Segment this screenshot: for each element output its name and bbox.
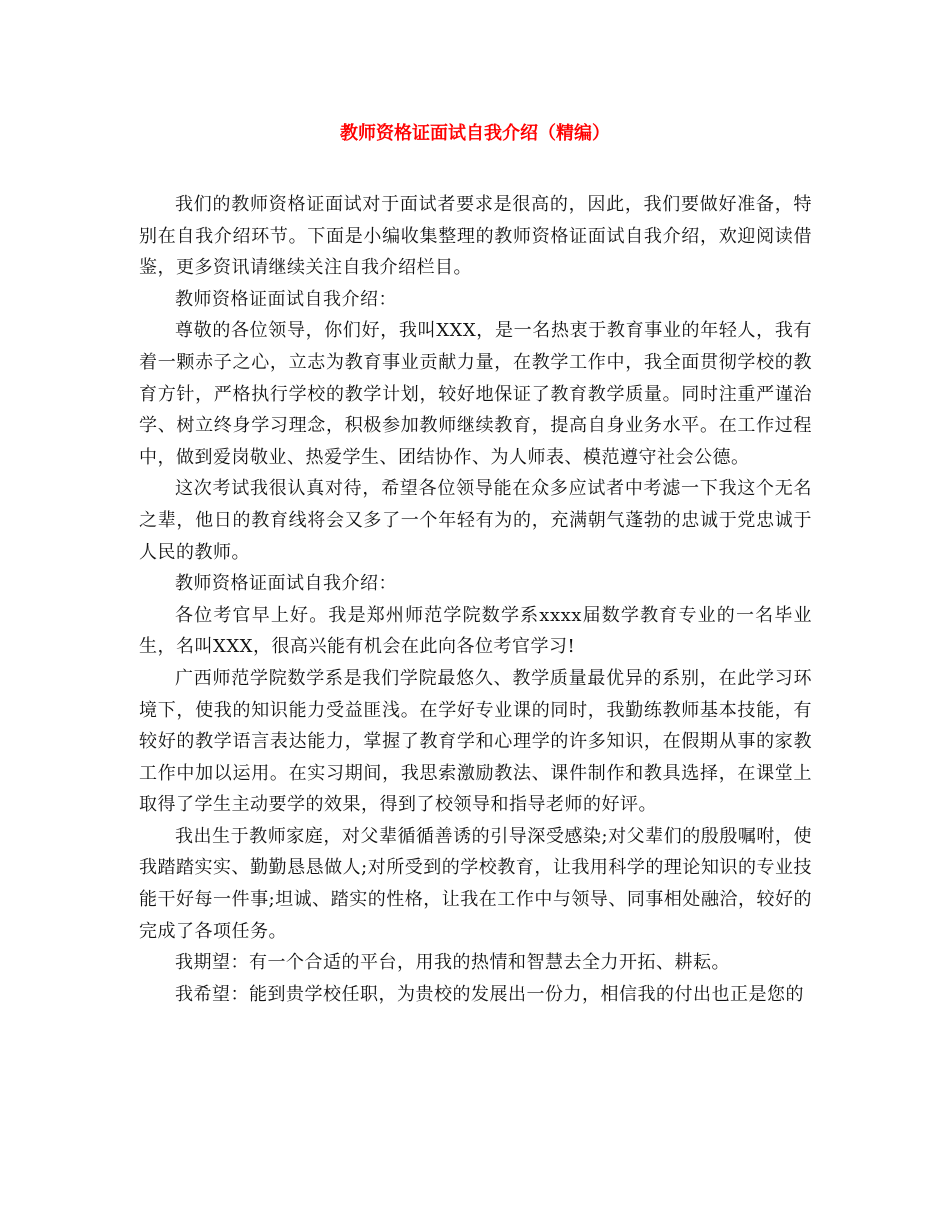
paragraph-3: 各位考官早上好。我是郑州师范学院数学系xxxx届数学教育专业的一名毕业生，名叫XXX，很高兴能有机会在此向各位考官学习! <box>139 604 812 658</box>
document-title: 教师资格证面试自我介绍（精编） <box>340 123 610 144</box>
document-body <box>139 189 812 1010</box>
paragraph-heading-2: 教师资格证面试自我介绍： <box>175 573 397 595</box>
paragraph-intro: 我们的教师资格证面试对于面试者要求是很高的，因此，我们要做好准备，特别在自我介绍环节。下面是小编收集整理的教师资格证面试自我介绍，欢迎阅读借鉴，更多资讯请继续关注自我介绍栏目。 <box>139 194 812 279</box>
paragraph-7: 我希望：能到贵学校任职，为贵校的发展出一份力，相信我的付出也正是您的 <box>175 983 804 1005</box>
paragraph-5: 我出生于教师家庭，对父辈循循善诱的引导深受感染;对父辈们的殷殷嘱咐，使我踏踏实实、勤勤恳恳做人;对所受到的学校教育，让我用科学的理论知识的专业技能干好每一件事;坦诚、踏实的性格，让我在工作中与领导、同事相处融洽，较好的完成了各项任务。 <box>139 825 812 942</box>
paragraph-heading-1: 教师资格证面试自我介绍： <box>175 288 397 310</box>
paragraph-4: 广西师范学院数学系是我们学院最悠久、教学质量最优异的系别，在此学习环境下，使我的知识能力受益匪浅。在学好专业课的同时，我勤练教师基本技能，有较好的教学语言表达能力，掌握了教育学和心理学的许多知识，在假期从事的家教工作中加以运用。在实习期间，我思索激励教法、课件制作和教具选择，在课堂上取得了学生主动要学的效果，得到了校领导和指导老师的好评。 <box>139 667 812 816</box>
paragraph-1: 尊敬的各位领导，你们好，我叫XXX，是一名热衷于教育事业的年轻人，我有着一颗赤子之心，立志为教育事业贡献力量，在教学工作中，我全面贯彻学校的教育方针，严格执行学校的教学计划，较好地保证了教育教学质量。同时注重严谨治学、树立终身学习理念，积极参加教师继续教育，提高自身业务水平。在工作过程中，做到爱岗敬业、热爱学生、团结协作、为人师表、模范遵守社会公德。 <box>139 320 812 468</box>
paragraph-2: 这次考试我很认真对待，希望各位领导能在众多应试者中考滤一下我这个无名之辈，他日的教育线将会又多了一个年轻有为的，充满朝气蓬勃的忠诚于党忠诚于人民的教师。 <box>139 478 812 563</box>
paragraph-6: 我期望：有一个合适的平台，用我的热情和智慧去全力开拓、耕耘。 <box>175 952 730 974</box>
